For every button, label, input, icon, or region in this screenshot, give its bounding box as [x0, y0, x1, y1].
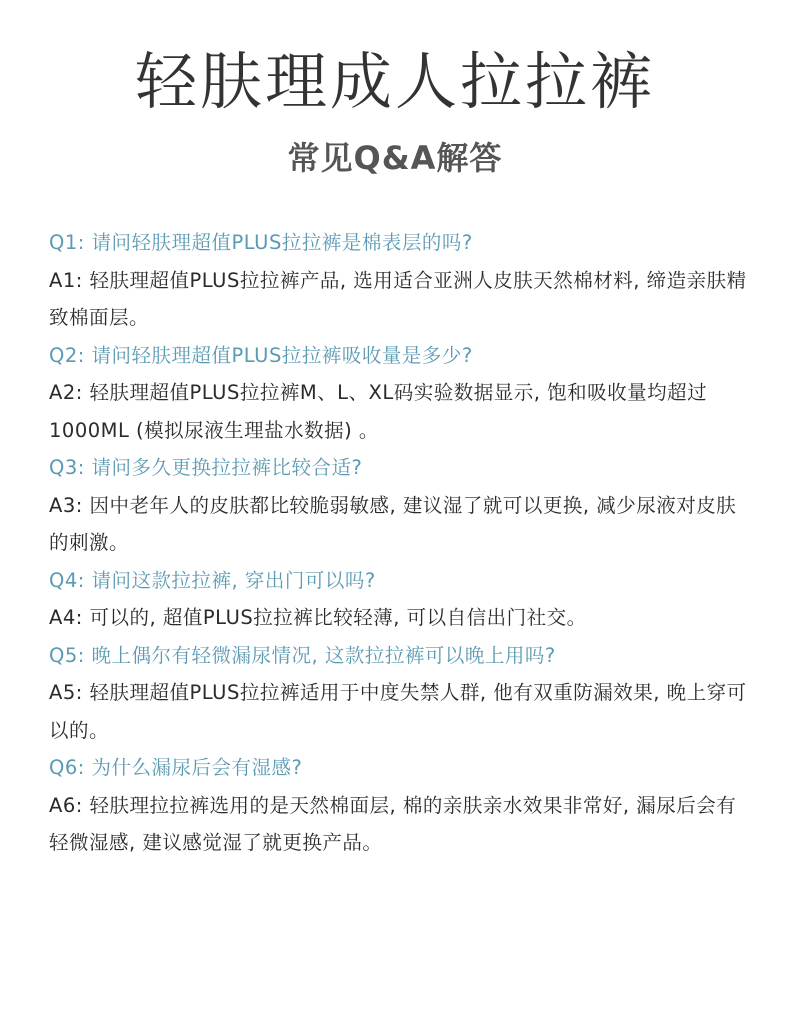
faq-item-6: [49, 749, 749, 862]
question-1: Q1: 请问轻肤理超值PLUS拉拉裤是棉表层的吗?: [49, 231, 473, 254]
answer-5: A5: 轻肤理超值PLUS拉拉裤适用于中度失禁人群, 他有双重防漏效果, 晚上穿可以的。: [49, 681, 747, 742]
answer-4: A4: 可以的, 超值PLUS拉拉裤比较轻薄, 可以自信出门社交。: [49, 606, 587, 629]
faq-item-1: [49, 224, 749, 337]
question-3: Q3: 请问多久更换拉拉裤比较合适?: [49, 456, 363, 479]
answer-3: A3: 因中老年人的皮肤都比较脆弱敏感, 建议湿了就可以更换, 减少尿液对皮肤的刺激。: [49, 493, 737, 554]
answer-1: A1: 轻肤理超值PLUS拉拉裤产品, 选用适合亚洲人皮肤天然棉材料, 缔造亲肤精致棉面层。: [49, 268, 747, 329]
question-2: Q2: 请问轻肤理超值PLUS拉拉裤吸收量是多少?: [49, 343, 473, 367]
answer-6: A6: 轻肤理拉拉裤选用的是天然棉面层, 棉的亲肤亲水效果非常好, 漏尿后会有轻微湿感, 建议感觉湿了就更换产品。: [49, 793, 737, 854]
faq-item-2: [49, 337, 749, 450]
page-title: 轻肤理成人拉拉裤: [134, 45, 655, 118]
question-4: Q4: 请问这款拉拉裤, 穿出门可以吗?: [49, 568, 376, 592]
page-subtitle: 常见Q&A解答: [287, 139, 503, 177]
faq-item-4: [49, 562, 749, 637]
question-5: Q5: 晚上偶尔有轻微漏尿情况, 这款拉拉裤可以晚上用吗?: [49, 643, 556, 667]
faq-item-3: [49, 449, 749, 562]
faq-list: [49, 224, 749, 862]
answer-2: A2: 轻肤理超值PLUS拉拉裤M、L、XL码实验数据显示, 饱和吸收量均超过1000ML (模拟尿液生理盐水数据) 。: [49, 381, 708, 442]
faq-item-5: [49, 637, 749, 750]
question-6: Q6: 为什么漏尿后会有湿感?: [49, 756, 303, 779]
